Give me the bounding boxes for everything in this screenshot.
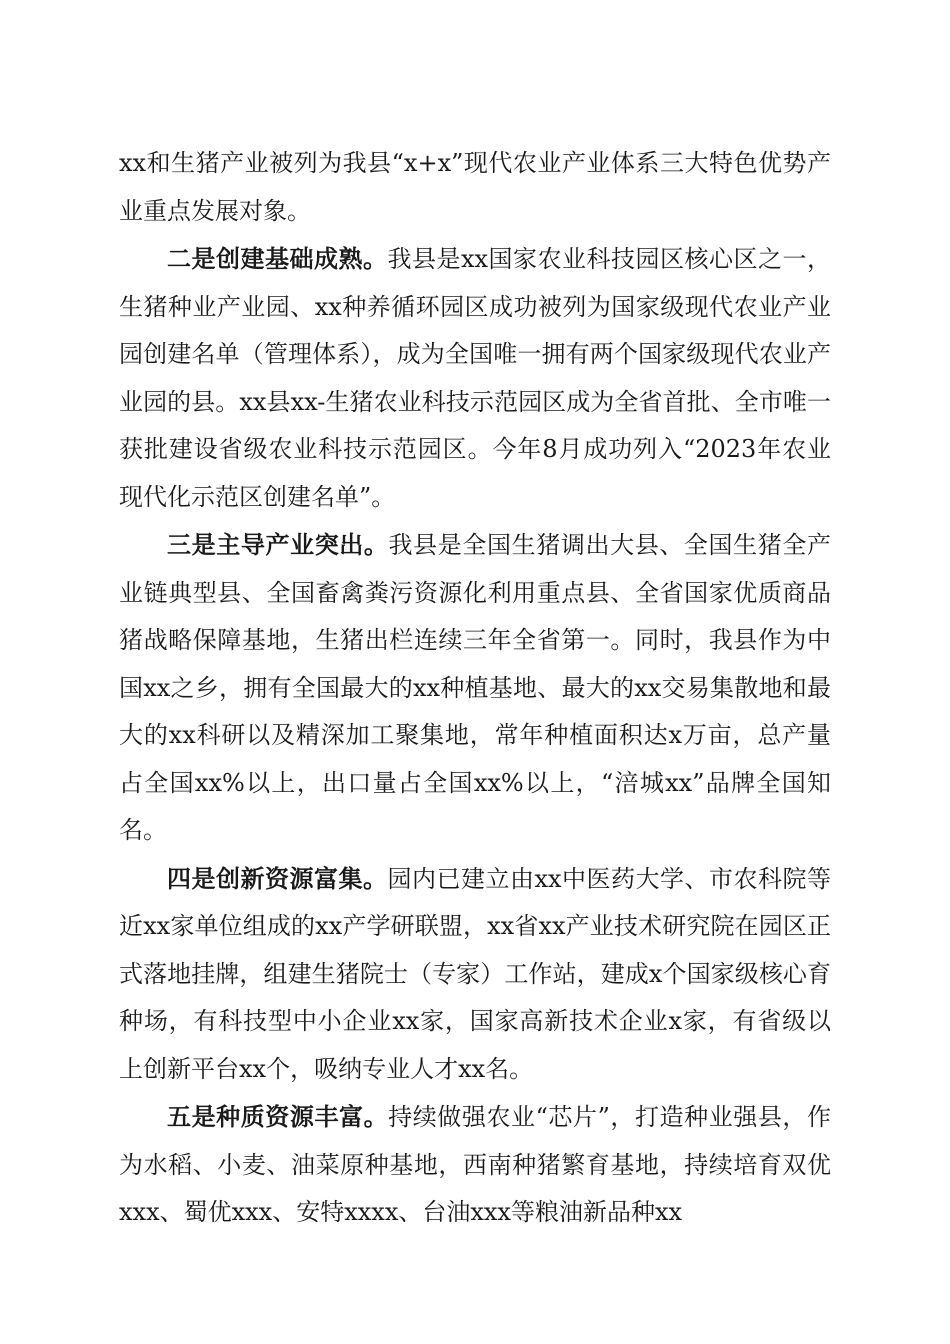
document-body (119, 140, 831, 1237)
paragraph-text: 持续做强农业“芯片”，打造种业强县，作为水稻、小麦、油菜原种基地，西南种猪繁育基地，持续培育双优xxx、蜀优xxx、安特xxxx、台油xxx等粮油新品种xx (119, 1103, 831, 1226)
paragraph-3 (119, 521, 831, 855)
paragraph-4 (119, 855, 831, 1094)
paragraph-continuation (119, 140, 831, 235)
paragraph-2 (119, 235, 831, 521)
paragraph-heading: 三是主导产业突出。 (167, 530, 389, 559)
paragraph-text: xx和生猪产业被列为我县“x+x”现代农业产业体系三大特色优势产业重点发展对象。 (119, 149, 831, 225)
paragraph-text: 我县是全国生猪调出大县、全国生猪全产业链典型县、全国畜禽粪污资源化利用重点县、全省国家优质商品猪战略保障基地，生猪出栏连续三年全省第一。同时，我县作为中国xx之乡，拥有全国最大的xx种植基地、最大的xx交易集散地和最大的xx科研以及精深加工聚集地，常年种植面积达x万亩，总产量占全国xx%以上，出口量占全国xx%以上，“涪城xx”品牌全国知名。 (119, 531, 832, 844)
paragraph-heading: 五是种质资源丰富。 (167, 1102, 389, 1131)
paragraph-text: 园内已建立由xx中医药大学、市农科院等近xx家单位组成的xx产学研联盟，xx省xx产业技术研究院在园区正式落地挂牌，组建生猪院士（专家）工作站，建成x个国家级核心育种场，有科技型中小企业xx家，国家高新技术企业x家，有省级以上创新平台xx个，吸纳专业人才xx名。 (119, 864, 832, 1083)
paragraph-5 (119, 1093, 831, 1237)
paragraph-heading: 四是创新资源富集。 (167, 863, 388, 893)
paragraph-heading: 二是创建基础成熟。 (167, 244, 388, 273)
paragraph-text: 我县是xx国家农业科技园区核心区之一，生猪种业产业园、xx种养循环园区成功被列为国家级现代农业产业园创建名单（管理体系），成为全国唯一拥有两个国家级现代农业产业园的县。xx县xx-生猪农业科技示范园区成为全省首批、全市唯一获批建设省级农业科技示范园区。今年8月成功列入“2023年农业现代化示范区创建名单”。 (119, 245, 832, 511)
